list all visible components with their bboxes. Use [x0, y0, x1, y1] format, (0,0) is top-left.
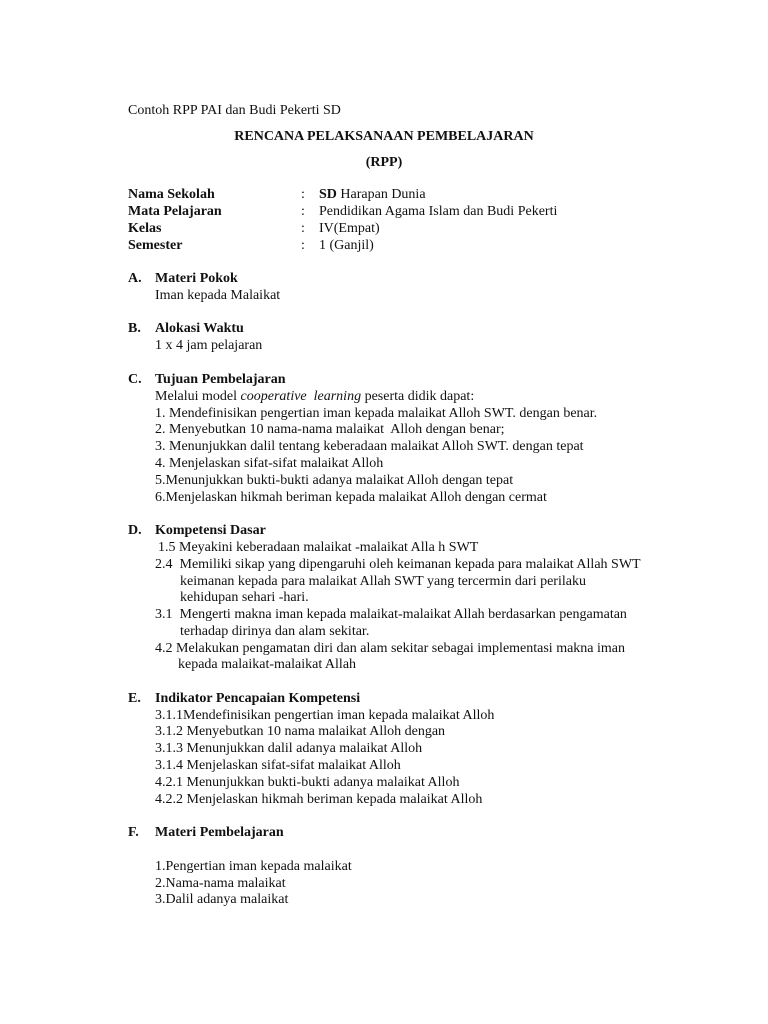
- list-item: 4.2.1 Menunjukkan bukti-bukti adanya malaikat Alloh: [155, 775, 460, 790]
- section-letter: F.: [128, 825, 139, 840]
- list-item: 2.4 Memiliki sikap yang dipengaruhi oleh keimanan kepada para malaikat Allah SWT: [155, 557, 641, 572]
- section-title: Tujuan Pembelajaran: [155, 372, 286, 387]
- list-item: 4.2 Melakukan pengamatan diri dan alam sekitar sebagai implementasi makna iman: [155, 641, 626, 656]
- list-item-continuation: terhadap dirinya dan alam sekitar.: [180, 624, 370, 639]
- info-label-subject: Mata Pelajaran: [128, 204, 222, 219]
- list-item: 5.Menunjukkan bukti-bukti adanya malaikat Alloh dengan tepat: [155, 473, 514, 488]
- intro-after: peserta didik dapat:: [361, 389, 475, 404]
- list-item: 3.1.3 Menunjukkan dalil adanya malaikat Alloh: [155, 741, 423, 756]
- info-separator: :: [301, 187, 305, 202]
- list-item-continuation: kehidupan sehari -hari.: [180, 590, 309, 605]
- document-title: RENCANA PELAKSANAAN PEMBELAJARAN: [234, 129, 534, 144]
- section-line: 1 x 4 jam pelajaran: [155, 338, 263, 353]
- list-item: 2.Nama-nama malaikat: [155, 876, 286, 891]
- section-intro: [155, 389, 474, 406]
- section-letter: D.: [128, 523, 142, 538]
- section-title: Alokasi Waktu: [155, 321, 244, 336]
- section-letter: C.: [128, 372, 142, 387]
- list-item: 1.Pengertian iman kepada malaikat: [155, 859, 352, 874]
- info-label-class: Kelas: [128, 221, 162, 236]
- document-subtitle: (RPP): [365, 155, 403, 170]
- info-value-subject: Pendidikan Agama Islam dan Budi Pekerti: [319, 204, 558, 219]
- list-item: 3.1.2 Menyebutkan 10 nama malaikat Alloh dengan: [155, 724, 446, 739]
- section-line: Iman kepada Malaikat: [155, 288, 281, 303]
- list-item: 1.5 Meyakini keberadaan malaikat -malaikat Alla h SWT: [158, 540, 479, 555]
- intro-before: Melalui model: [155, 389, 241, 404]
- list-item: 3. Menunjukkan dalil tentang keberadaan malaikat Alloh SWT. dengan tepat: [155, 439, 584, 454]
- section-title: Kompetensi Dasar: [155, 523, 266, 538]
- list-item: 3.Dalil adanya malaikat: [155, 892, 289, 907]
- info-value-class: IV(Empat): [319, 221, 380, 236]
- list-item: 3.1 Mengerti makna iman kepada malaikat-malaikat Allah berdasarkan pengamatan: [155, 607, 627, 622]
- list-item: 2. Menyebutkan 10 nama-nama malaikat Alloh dengan benar;: [155, 422, 505, 437]
- list-item: 4.2.2 Menjelaskan hikmah beriman kepada malaikat Alloh: [155, 792, 483, 807]
- info-value-school: [319, 187, 426, 204]
- section-title: Indikator Pencapaian Kompetensi: [155, 691, 361, 706]
- list-item: 3.1.1Mendefinisikan pengertian iman kepada malaikat Alloh: [155, 708, 495, 723]
- section-title: Materi Pembelajaran: [155, 825, 284, 840]
- info-separator: :: [301, 238, 305, 253]
- list-item: 1. Mendefinisikan pengertian iman kepada malaikat Alloh SWT. dengan benar.: [155, 406, 598, 421]
- info-value-semester: 1 (Ganjil): [319, 238, 374, 253]
- list-item: 6.Menjelaskan hikmah beriman kepada malaikat Alloh dengan cermat: [155, 490, 547, 505]
- info-value-school-prefix: SD: [319, 187, 337, 202]
- list-item: 3.1.4 Menjelaskan sifat-sifat malaikat Alloh: [155, 758, 401, 773]
- info-separator: :: [301, 221, 305, 236]
- list-item: 4. Menjelaskan sifat-sifat malaikat Alloh: [155, 456, 384, 471]
- list-item-continuation: keimanan kepada para malaikat Allah SWT yang tercermin dari perilaku: [180, 574, 586, 589]
- section-letter: E.: [128, 691, 141, 706]
- intro-italic: cooperative learning: [240, 389, 362, 404]
- info-value-school-name: Harapan Dunia: [340, 187, 426, 202]
- section-title: Materi Pokok: [155, 271, 238, 286]
- info-label-semester: Semester: [128, 238, 183, 253]
- document-heading: Contoh RPP PAI dan Budi Pekerti SD: [128, 103, 341, 118]
- section-letter: B.: [128, 321, 141, 336]
- list-item-continuation: kepada malaikat-malaikat Allah: [178, 657, 357, 672]
- info-separator: :: [301, 204, 305, 219]
- section-letter: A.: [128, 271, 142, 286]
- info-label-school: Nama Sekolah: [128, 187, 215, 202]
